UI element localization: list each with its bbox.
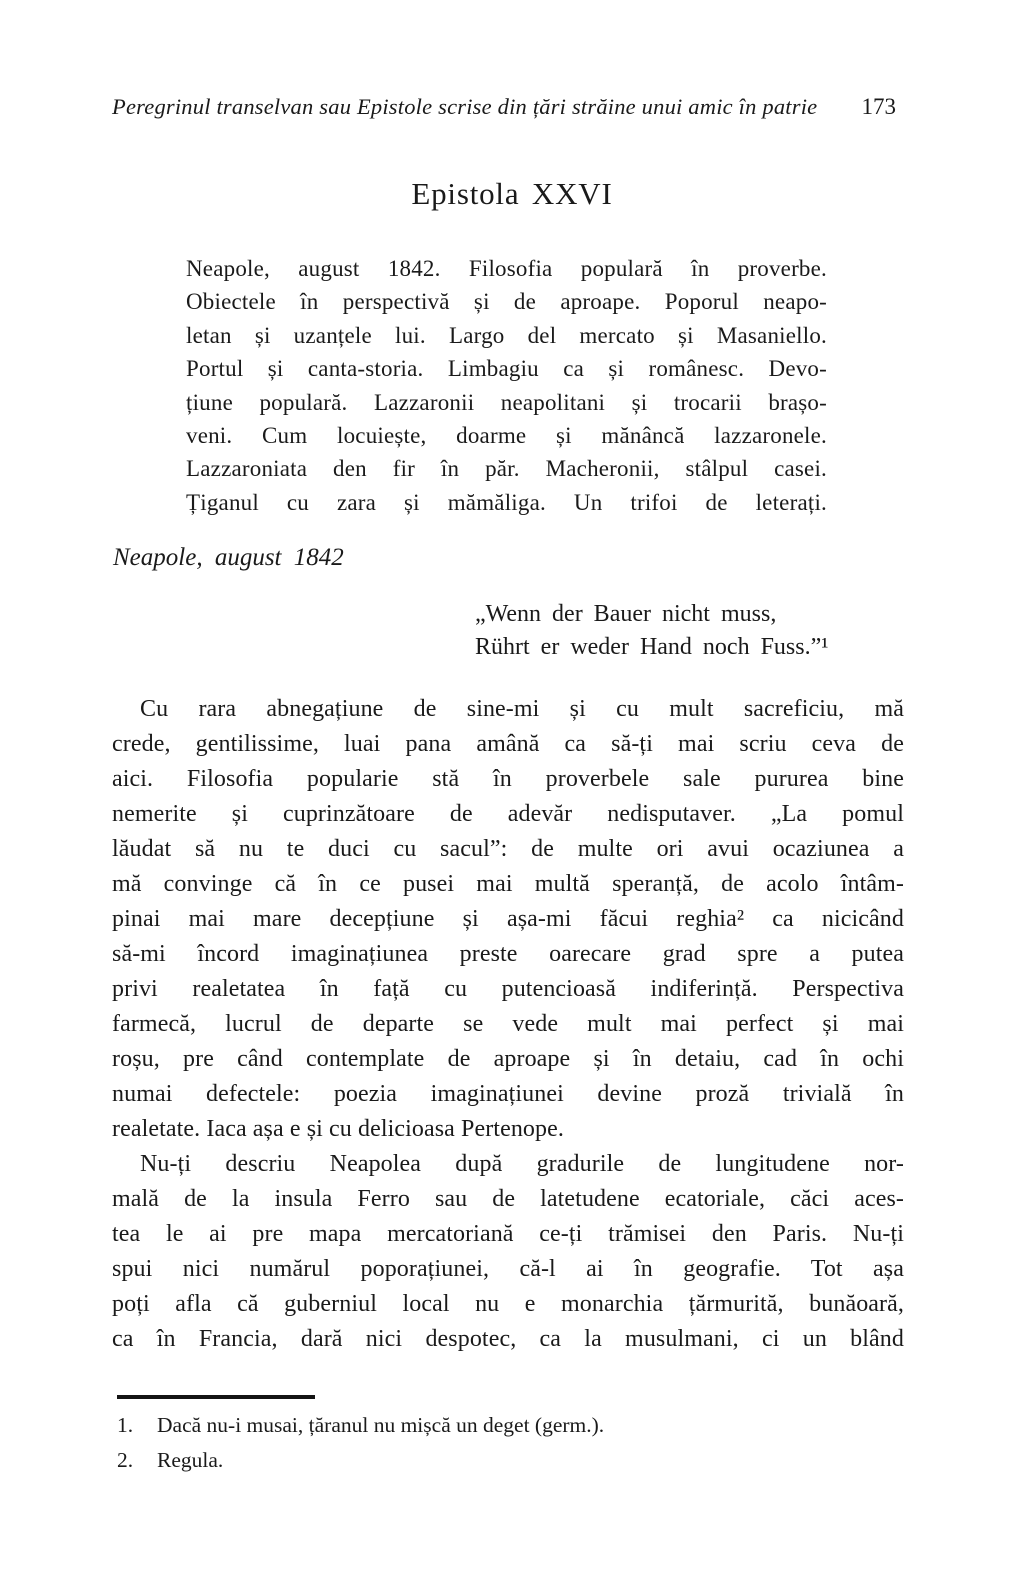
footnote-separator-rule	[117, 1395, 315, 1399]
summary-line: Obiectele în perspectivă și de aproape. Poporul neapo-	[186, 289, 827, 315]
page-number: 173	[861, 94, 896, 119]
footnote-number: 1.	[117, 1413, 134, 1437]
footnote	[117, 1443, 907, 1478]
summary-line: Neapole, august 1842. Filosofia populară în proverbe.	[186, 256, 827, 281]
summary-line: Portul și canta-storia. Limbagiu ca și românesc. Devo-	[186, 356, 827, 382]
summary-line: Lazzaroniata den fir în păr. Macheronii, stâlpul casei.	[186, 456, 827, 482]
chapter-summary	[186, 252, 827, 519]
paragraph-line: ca în Francia, dară nici despotec, ca la musulmani, ci un blând	[112, 1326, 904, 1352]
paragraph-line: crede, gentilissime, luai pana amână ca să-ți mai scriu ceva de	[112, 731, 904, 757]
paragraph-line: pinai mai mare decepțiune și așa-mi făcui reghia² ca nicicând	[112, 906, 904, 932]
paragraph-line: să-mi încord imaginațiunea preste oarecare grad spre a putea	[112, 941, 904, 967]
epigraph-line: „Wenn der Bauer nicht muss,	[475, 601, 777, 627]
paragraph-line: spui nici numărul poporațiunei, că-l ai în geografie. Tot așa	[112, 1256, 904, 1282]
running-header-title: Peregrinul transelvan sau Epistole scrise din țări străine unui amic în patrie	[112, 94, 818, 119]
paragraph-line: Cu rara abnegațiune de sine-mi și cu mult sacreficiu, mă	[140, 696, 904, 722]
footnote-text: Dacă nu-i musai, țăranul nu mișcă un deget (germ.).	[157, 1413, 605, 1437]
running-header	[112, 94, 904, 120]
paragraph-line: farmecă, lucrul de departe se vede mult mai perfect și mai	[112, 1011, 904, 1037]
paragraph-line: tea le ai pre mapa mercatoriană ce-ți trămisei den Paris. Nu-ți	[112, 1221, 904, 1247]
dateline: Neapole, august 1842	[113, 544, 344, 571]
paragraph-line: numai defectele: poezia imaginațiunei devine proză trivială în	[112, 1081, 904, 1107]
paragraph-line: mală de la insula Ferro sau de latetudene ecatoriale, căci aces-	[112, 1186, 904, 1212]
paragraph-line: aici. Filosofia popularie stă în proverbele sale pururea bine	[112, 766, 904, 792]
paragraph-line: lăudat să nu te duci cu sacul”: de multe ori avui ocaziunea a	[112, 836, 904, 862]
body-text	[112, 692, 904, 1357]
summary-line: Țiganul cu zara și mămăliga. Un trifoi de leterați.	[186, 489, 827, 515]
paragraph	[112, 692, 904, 1147]
footnote	[117, 1408, 907, 1443]
epigraph-quote	[475, 598, 828, 663]
paragraph-line: roșu, pre când contemplate de aproape și în detaiu, cad în ochi	[112, 1046, 904, 1072]
summary-line: letan și uzanțele lui. Largo del mercato și Masaniello.	[186, 322, 827, 348]
paragraph-line: mă convinge că în ce pusei mai multă speranță, de acolo întâm-	[112, 871, 904, 897]
footnote-number: 2.	[117, 1447, 134, 1472]
paragraph-line: nemerite și cuprinzătoare de adevăr nedisputaver. „La pomul	[112, 801, 904, 827]
paragraph-line: realetate. Iaca așa e și cu delicioasa Pertenope.	[112, 1116, 564, 1142]
epigraph-line: Rührt er weder Hand noch Fuss.”¹	[475, 633, 829, 660]
summary-line: țiune populară. Lazzaronii neapolitani și trocarii brașo-	[186, 389, 827, 415]
paragraph-line: poți afla că guberniul local nu e monarchia țărmurită, bunăoară,	[112, 1291, 904, 1317]
footnotes	[117, 1408, 907, 1477]
summary-line: veni. Cum locuiește, doarme și mănâncă lazzaronele.	[186, 423, 827, 449]
chapter-title: Epistola XXVI	[411, 176, 613, 211]
paragraph	[112, 1147, 904, 1357]
paragraph-line: Nu-ți descriu Neapolea după gradurile de lungitudene nor-	[140, 1151, 904, 1177]
paragraph-line: privi realetatea în față cu putencioasă indiferință. Perspectiva	[112, 976, 904, 1002]
footnote-text: Regula.	[157, 1447, 224, 1472]
